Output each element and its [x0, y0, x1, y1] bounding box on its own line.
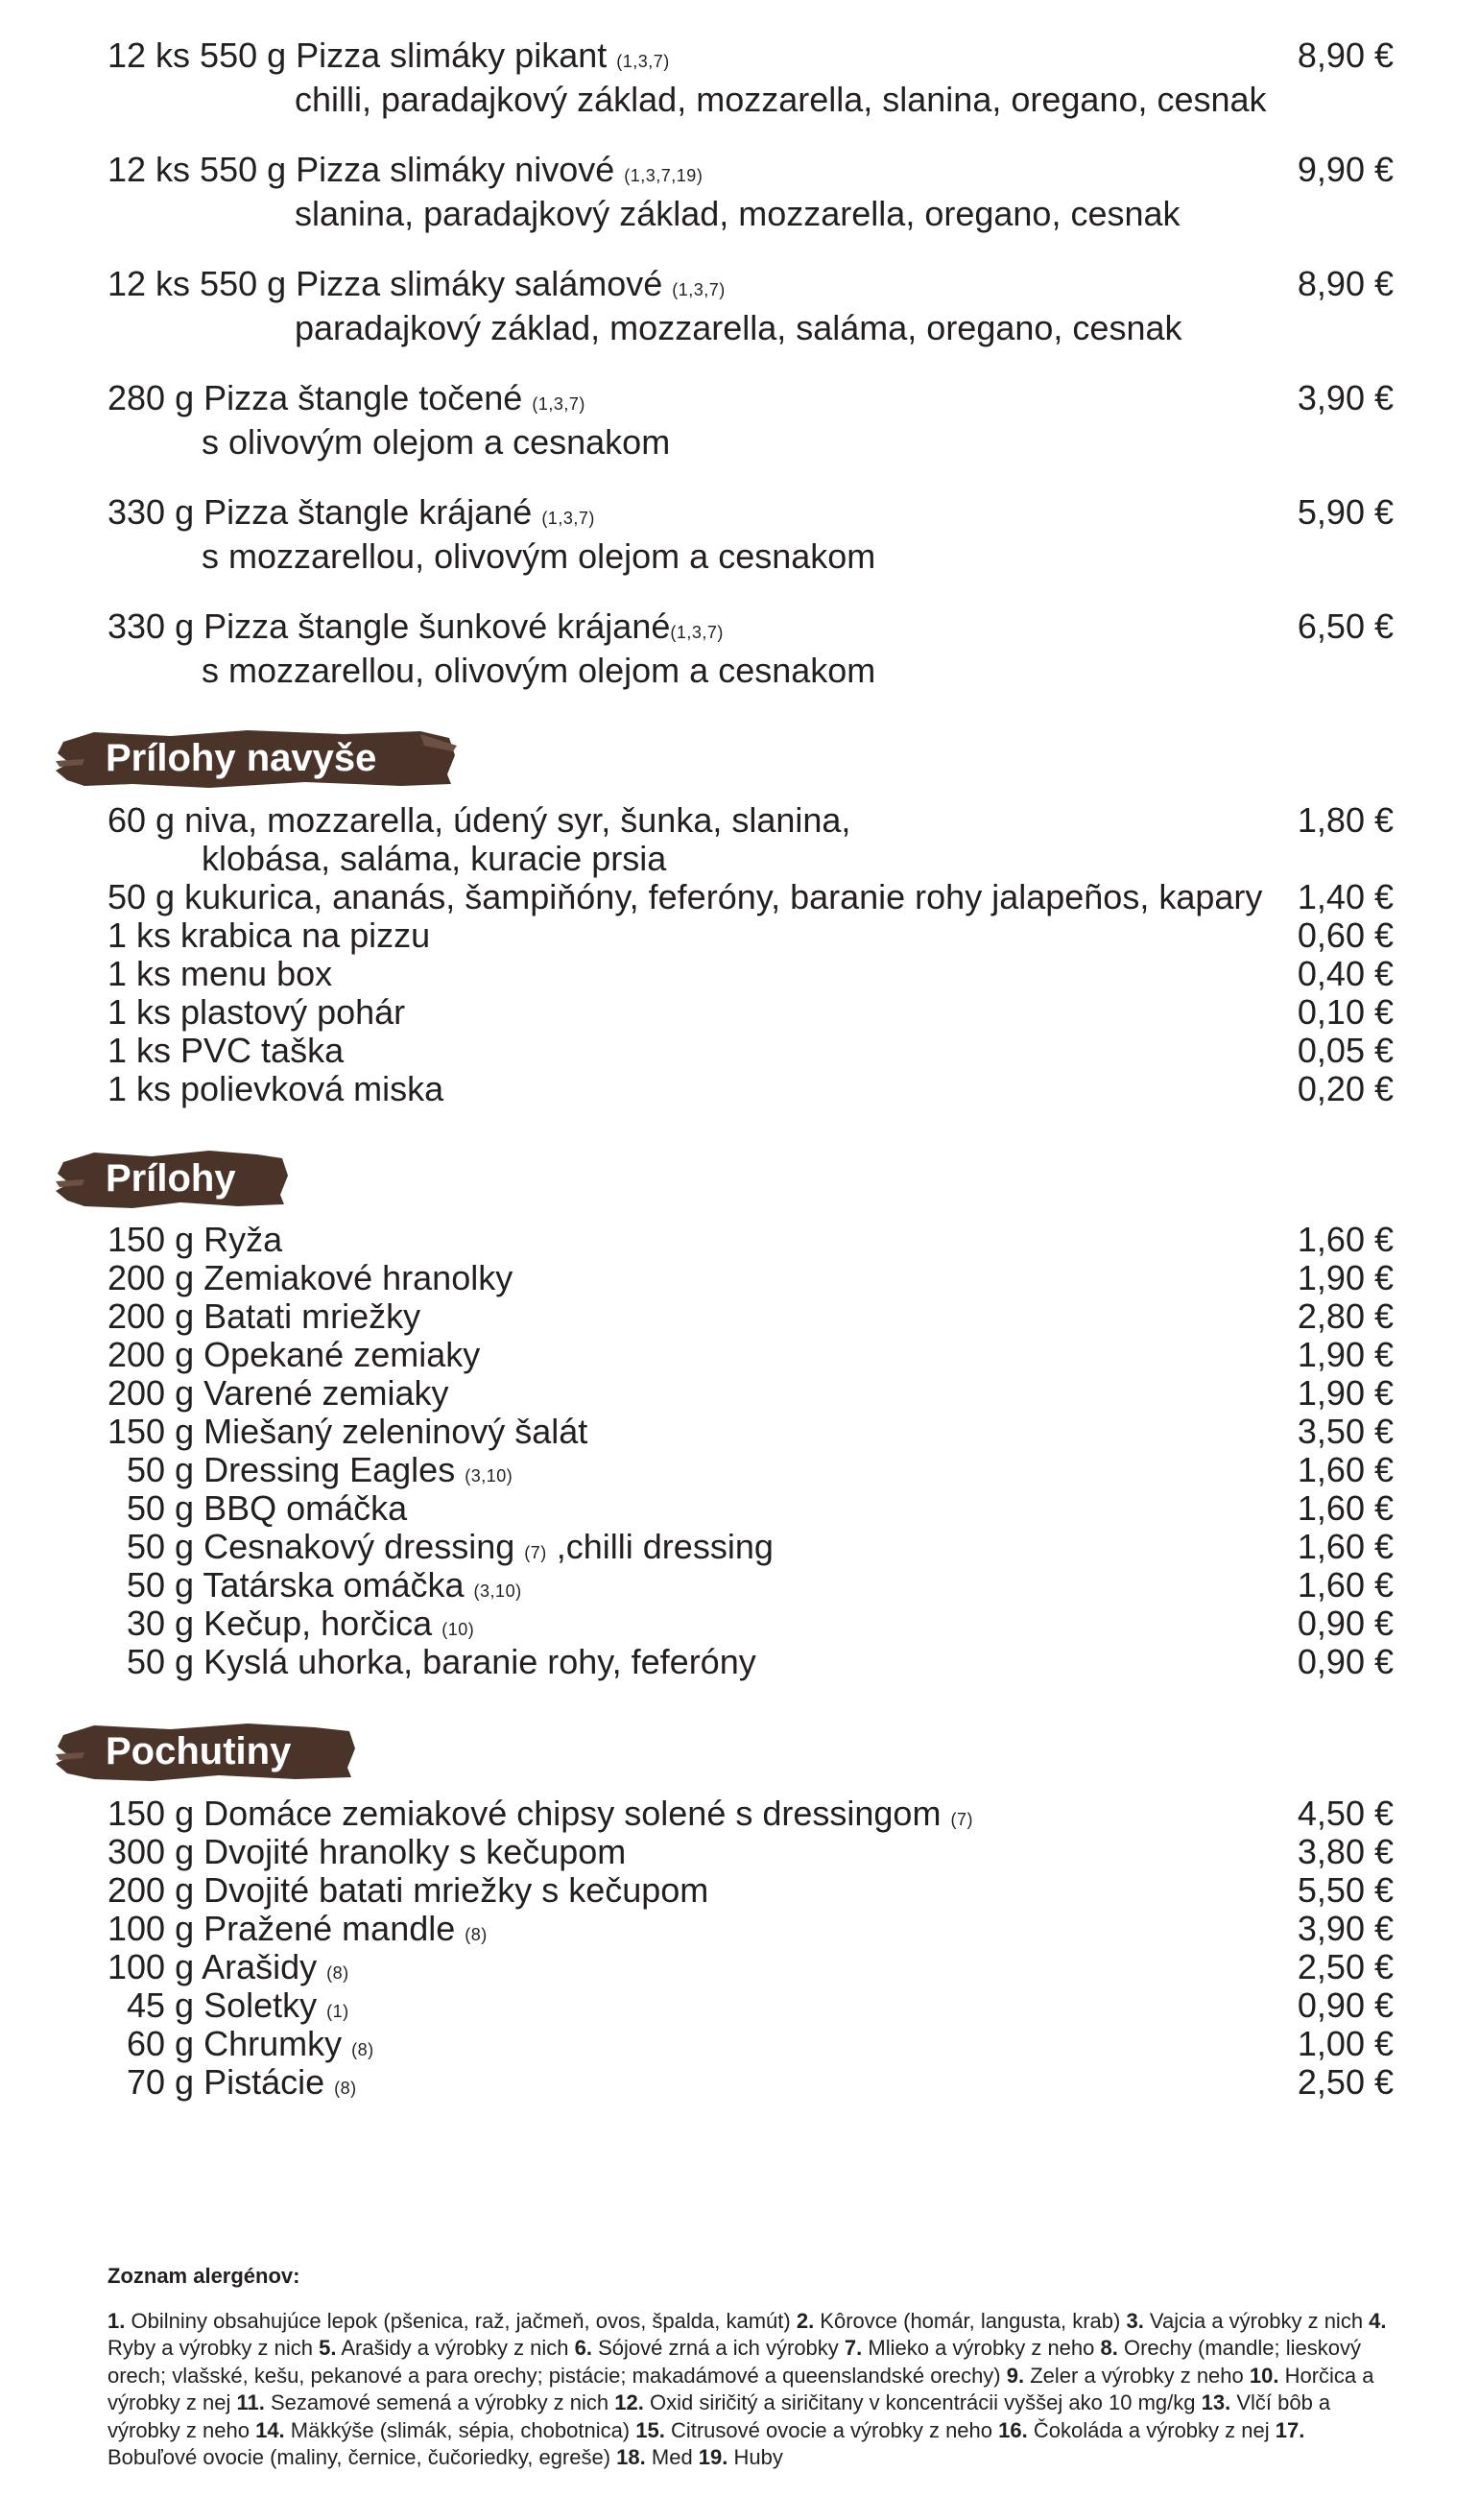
item-price: 1,60 €	[1297, 1220, 1394, 1259]
item-price: 0,20 €	[1297, 1069, 1394, 1108]
allergen-text: Sójové zrná a ich výrobky	[592, 2336, 845, 2360]
item-name: 330 g Pizza štangle krájané	[107, 492, 533, 532]
item-name: 1 ks plastový pohár	[107, 992, 406, 1032]
item-description: klobása, saláma, kuracie prsia	[202, 839, 667, 878]
allergen-text: Čokoláda a výrobky z nej	[1027, 2417, 1276, 2442]
menu-item	[107, 265, 1394, 347]
section-title: Prílohy navyše	[106, 737, 377, 779]
item-price: 0,60 €	[1297, 915, 1394, 955]
item-name: 12 ks 550 g Pizza slimáky nivové	[107, 150, 615, 189]
list-item	[107, 1413, 1394, 1451]
item-name: 12 ks 550 g Pizza slimáky salámové	[107, 264, 663, 303]
allergen-number: 19.	[698, 2445, 728, 2469]
allergen-list	[107, 2308, 1394, 2472]
allergen-number: 12.	[614, 2390, 644, 2414]
item-name: 45 g Soletky	[107, 1985, 318, 2025]
item-name: 50 g Cesnakový dressing	[107, 1527, 515, 1566]
allergen-number: 1.	[107, 2308, 126, 2333]
allergen-number: 14.	[255, 2417, 285, 2442]
allergen-text: Oxid siričitý a siričitany v koncentrácii vyššej ako 10 mg/kg	[643, 2390, 1202, 2414]
allergen-codes: (8)	[326, 1963, 349, 1983]
item-price: 1,00 €	[1297, 2024, 1394, 2063]
item-description: paradajkový základ, mozzarella, saláma, oregano, cesnak	[295, 308, 1182, 347]
allergen-text: Vlčí bôb a výrobky z neho	[107, 2390, 1331, 2442]
allergen-number: 17.	[1275, 2417, 1305, 2442]
section-header-sides	[56, 1145, 291, 1212]
item-price: 3,90 €	[1297, 378, 1394, 417]
item-price: 1,90 €	[1297, 1258, 1394, 1297]
allergen-codes: (1,3,7)	[616, 52, 670, 71]
allergen-codes: (10)	[441, 1620, 475, 1639]
allergen-text: Arašidy a výrobky z nich	[336, 2336, 575, 2360]
item-price: 3,90 €	[1297, 1909, 1394, 1948]
allergen-number: 5.	[319, 2336, 337, 2360]
allergen-codes: (8)	[351, 2040, 374, 2059]
allergen-text: Kôrovce (homár, langusta, krab)	[814, 2308, 1127, 2333]
list-item	[107, 1032, 1394, 1070]
allergen-text: Bobuľové ovocie (maliny, černice, čučoriedky, egreše)	[107, 2445, 617, 2469]
allergen-text: Ryby a výrobky z nich	[107, 2336, 320, 2360]
item-name: 150 g Domáce zemiakové chipsy solené s dressingom	[107, 1794, 942, 1833]
allergen-text: Horčica a výrobky z nej	[107, 2363, 1374, 2414]
list-item	[107, 1643, 1394, 1681]
item-price: 1,60 €	[1297, 1527, 1394, 1566]
item-name: 200 g Dvojité batati mriežky s kečupom	[107, 1870, 709, 1910]
allergen-number: 15.	[635, 2417, 665, 2442]
item-name: 150 g Ryža	[107, 1220, 283, 1259]
menu-item	[107, 607, 1394, 690]
allergen-codes: (7)	[950, 1810, 973, 1829]
allergen-heading: Zoznam alergénov:	[107, 2264, 300, 2288]
allergen-codes: (7)	[524, 1543, 547, 1562]
item-price: 8,90 €	[1297, 36, 1394, 75]
allergen-text: Citrusové ovocie a výrobky z neho	[664, 2417, 999, 2442]
list-item	[107, 1336, 1394, 1374]
allergen-number: 9.	[1006, 2363, 1025, 2388]
list-item	[107, 2063, 1394, 2107]
allergen-number: 7.	[844, 2336, 863, 2360]
list-item	[107, 1070, 1394, 1108]
allergen-text: Mlieko a výrobky z neho	[862, 2336, 1101, 2360]
item-price: 2,80 €	[1297, 1296, 1394, 1336]
item-price: 4,50 €	[1297, 1794, 1394, 1833]
item-name: 12 ks 550 g Pizza slimáky pikant	[107, 36, 608, 75]
allergen-text: Obilniny obsahujúce lepok (pšenica, raž, jačmeň, ovos, špalda, kamút)	[125, 2308, 797, 2333]
item-name-extra: ,chilli dressing	[556, 1527, 774, 1566]
allergen-number: 4.	[1369, 2308, 1387, 2333]
allergen-codes: (1,3,7)	[670, 623, 724, 642]
list-item	[107, 878, 1394, 916]
menu-item	[107, 151, 1394, 233]
item-name: 50 g Dressing Eagles	[107, 1450, 456, 1489]
item-description: chilli, paradajkový základ, mozzarella, slanina, oregano, cesnak	[295, 80, 1267, 119]
list-item	[107, 955, 1394, 993]
item-price: 8,90 €	[1297, 264, 1394, 303]
item-price: 0,40 €	[1297, 954, 1394, 993]
item-description: s mozzarellou, olivovým olejom a cesnakom	[202, 536, 876, 576]
allergen-codes: (8)	[465, 1925, 488, 1944]
allergen-number: 16.	[998, 2417, 1028, 2442]
allergen-codes: (8)	[334, 2079, 357, 2098]
allergen-text: Vajcia a výrobky z nich	[1143, 2308, 1370, 2333]
item-price: 5,50 €	[1297, 1870, 1394, 1910]
item-price: 0,90 €	[1297, 1604, 1394, 1643]
list-item	[107, 916, 1394, 955]
item-name: 60 g niva, mozzarella, údený syr, šunka, slanina,	[107, 800, 851, 840]
item-name: 50 g kukurica, ananás, šampiňóny, feferóny, baranie rohy jalapeños, kapary	[107, 877, 1263, 916]
item-description: s olivovým olejom a cesnakom	[202, 422, 671, 462]
item-name: 1 ks polievková miska	[107, 1069, 444, 1108]
item-price: 2,50 €	[1297, 2062, 1394, 2102]
allergen-number: 6.	[574, 2336, 593, 2360]
allergen-codes: (1,3,7)	[541, 509, 595, 528]
item-name: 280 g Pizza štangle točené	[107, 378, 523, 417]
item-name: 100 g Arašidy	[107, 1947, 318, 1986]
item-price: 1,60 €	[1297, 1488, 1394, 1528]
item-name: 60 g Chrumky	[107, 2024, 343, 2063]
item-name: 200 g Batati mriežky	[107, 1296, 421, 1336]
item-name: 50 g Kyslá uhorka, baranie rohy, feferóny	[107, 1642, 756, 1681]
item-name: 1 ks menu box	[107, 954, 333, 993]
item-name: 330 g Pizza štangle šunkové krájané	[107, 606, 671, 646]
list-item	[107, 1489, 1394, 1528]
item-price: 5,90 €	[1297, 492, 1394, 532]
section-title: Prílohy	[106, 1157, 236, 1200]
item-name: 70 g Pistácie	[107, 2062, 325, 2102]
item-name: 1 ks krabica na pizzu	[107, 915, 431, 955]
allergen-legend	[107, 2263, 1394, 2472]
allergen-number: 3.	[1126, 2308, 1144, 2333]
item-name: 200 g Varené zemiaky	[107, 1373, 449, 1413]
allergen-number: 10.	[1249, 2363, 1279, 2388]
allergen-codes: (3,10)	[465, 1466, 513, 1486]
item-name: 300 g Dvojité hranolky s kečupom	[107, 1832, 627, 1871]
item-price: 1,60 €	[1297, 1450, 1394, 1489]
list-item	[107, 1833, 1394, 1871]
allergen-codes: (1,3,7)	[672, 280, 726, 299]
menu-item	[107, 379, 1394, 462]
item-price: 0,90 €	[1297, 1642, 1394, 1681]
allergen-text: Sezamové semená a výrobky z nich	[264, 2390, 615, 2414]
list-item	[107, 1259, 1394, 1297]
allergen-number: 13.	[1201, 2390, 1231, 2414]
item-price: 9,90 €	[1297, 150, 1394, 189]
item-price: 1,60 €	[1297, 1565, 1394, 1605]
item-price: 1,40 €	[1297, 877, 1394, 916]
item-price: 2,50 €	[1297, 1947, 1394, 1986]
allergen-text: Med	[645, 2445, 699, 2469]
menu-item	[107, 36, 1394, 119]
item-price: 6,50 €	[1297, 606, 1394, 646]
item-name: 150 g Miešaný zeleninový šalát	[107, 1412, 588, 1451]
allergen-text: Huby	[728, 2445, 783, 2469]
allergen-number: 18.	[616, 2445, 646, 2469]
item-price: 0,90 €	[1297, 1985, 1394, 2025]
allergen-text: Mäkkýše (slimák, sépia, chobotnica)	[284, 2417, 636, 2442]
allergen-text: Zeler a výrobky z neho	[1024, 2363, 1250, 2388]
item-price: 3,80 €	[1297, 1832, 1394, 1871]
item-name: 1 ks PVC taška	[107, 1031, 345, 1070]
list-item	[107, 993, 1394, 1032]
allergen-codes: (1,3,7)	[532, 394, 585, 414]
item-description: s mozzarellou, olivovým olejom a cesnakom	[202, 651, 876, 690]
item-price: 1,80 €	[1297, 800, 1394, 840]
menu-item	[107, 493, 1394, 576]
item-price: 0,10 €	[1297, 992, 1394, 1032]
allergen-codes: (1)	[326, 2002, 349, 2021]
item-name: 30 g Kečup, horčica	[107, 1604, 433, 1643]
allergen-codes: (1,3,7,19)	[624, 166, 704, 185]
item-description: slanina, paradajkový základ, mozzarella, oregano, cesnak	[295, 194, 1181, 233]
item-name: 50 g BBQ omáčka	[107, 1488, 408, 1528]
list-item	[107, 1374, 1394, 1413]
list-item	[107, 1221, 1394, 1259]
section-header-extras	[56, 725, 459, 792]
section-title: Pochutiny	[106, 1730, 292, 1772]
section-header-snacks	[56, 1718, 359, 1785]
item-name: 50 g Tatárska omáčka	[107, 1565, 465, 1605]
allergen-number: 2.	[796, 2308, 815, 2333]
item-price: 0,05 €	[1297, 1031, 1394, 1070]
allergen-number: 8.	[1100, 2336, 1118, 2360]
menu-item	[107, 801, 1394, 878]
item-name: 200 g Zemiakové hranolky	[107, 1258, 513, 1297]
item-price: 1,90 €	[1297, 1373, 1394, 1413]
item-price: 3,50 €	[1297, 1412, 1394, 1451]
allergen-codes: (3,10)	[473, 1581, 522, 1601]
allergen-text: Orechy (mandle; lieskový orech; vlašské, kešu, pekanové a para orechy; pistácie; makadámové a queenslandské orechy)	[107, 2336, 1361, 2388]
item-name: 100 g Pražené mandle	[107, 1909, 456, 1948]
allergen-number: 11.	[236, 2390, 265, 2414]
item-name: 200 g Opekané zemiaky	[107, 1335, 481, 1374]
item-price: 1,90 €	[1297, 1335, 1394, 1374]
list-item	[107, 1871, 1394, 1910]
list-item	[107, 1297, 1394, 1336]
